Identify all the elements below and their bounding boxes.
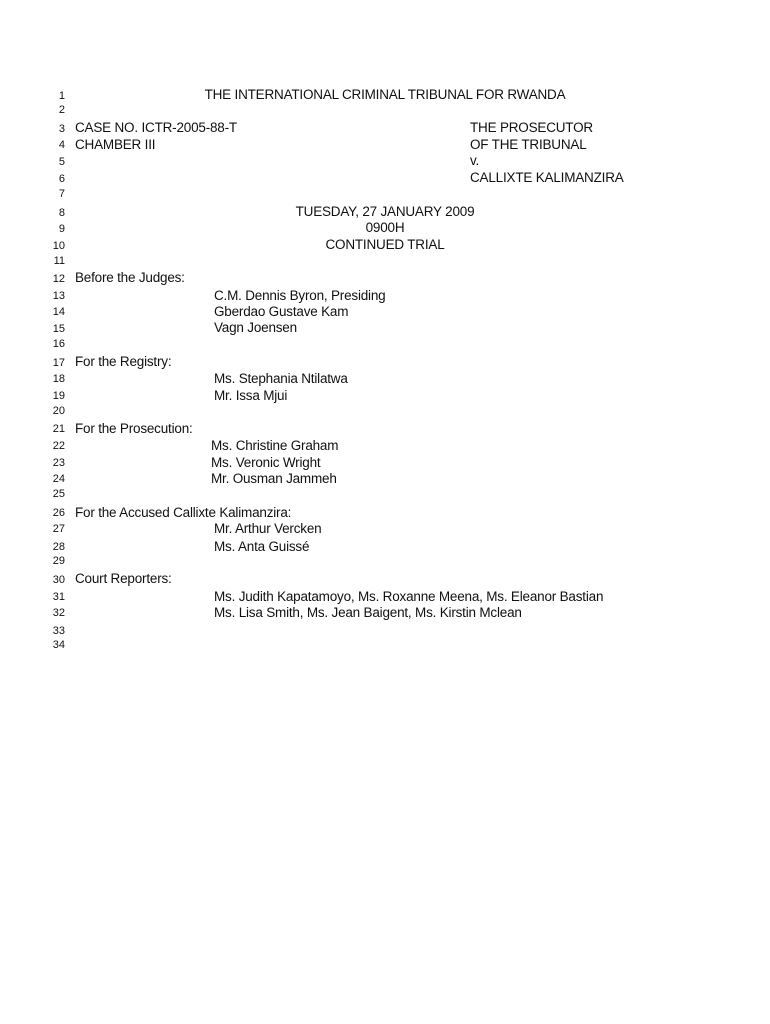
line-number: 23 [52,457,65,469]
reporter-names: Ms. Lisa Smith, Ms. Jean Baigent, Ms. Kirstin Mclean [214,605,522,620]
prosecution-name: Ms. Veronic Wright [211,455,321,470]
judges-heading: Before the Judges: [75,270,185,285]
defence-name: Ms. Anta Guissé [214,539,310,554]
line-number: 31 [52,591,65,603]
line-number: 14 [52,306,65,318]
line-number: 5 [58,156,65,168]
line-number: 8 [58,207,65,219]
line-number: 20 [52,405,65,417]
session-date: TUESDAY, 27 JANUARY 2009 [295,204,475,219]
party-prosecutor-line2: OF THE TRIBUNAL [470,137,587,152]
case-number: CASE NO. ICTR-2005-88-T [75,120,237,135]
line-number: 29 [52,555,65,567]
line-number: 6 [58,173,65,185]
line-number: 22 [52,440,65,452]
judge-name: Vagn Joensen [214,320,297,335]
line-number: 13 [52,290,65,302]
line-number: 17 [52,357,65,369]
line-number: 18 [52,373,65,385]
line-number: 3 [58,123,65,135]
line-number: 15 [52,323,65,335]
line-number: 9 [58,223,65,235]
line-number: 19 [52,390,65,402]
registry-heading: For the Registry: [75,354,172,369]
party-prosecutor: THE PROSECUTOR [470,120,593,135]
line-number: 7 [58,188,65,200]
line-number: 25 [52,488,65,500]
reporter-names: Ms. Judith Kapatamoyo, Ms. Roxanne Meena, Ms. Eleanor Bastian [214,589,604,604]
registry-name: Ms. Stephania Ntilatwa [214,371,348,386]
line-number: 28 [52,541,65,553]
line-number: 16 [52,338,65,350]
line-number: 34 [52,639,65,651]
line-number: 33 [52,625,65,637]
chamber: CHAMBER III [75,137,156,152]
line-number: 12 [52,273,65,285]
tribunal-title: THE INTERNATIONAL CRIMINAL TRIBUNAL FOR RWANDA [204,87,566,102]
defence-name: Mr. Arthur Vercken [214,521,322,536]
judge-name: C.M. Dennis Byron, Presiding [214,288,386,303]
session-type: CONTINUED TRIAL [325,237,445,252]
line-number: 2 [58,104,65,116]
line-number: 24 [52,473,65,485]
judge-name: Gberdao Gustave Kam [214,304,349,319]
versus: v. [470,153,480,168]
defence-heading: For the Accused Callixte Kalimanzira: [75,505,292,520]
line-number: 30 [52,574,65,586]
prosecution-name: Mr. Ousman Jammeh [211,471,337,486]
reporters-heading: Court Reporters: [75,571,172,586]
prosecution-name: Ms. Christine Graham [211,438,339,453]
line-number: 32 [52,607,65,619]
line-number: 4 [58,139,65,151]
accused-name: CALLIXTE KALIMANZIRA [470,170,624,185]
line-number: 10 [52,240,65,252]
registry-name: Mr. Issa Mjui [214,388,288,403]
prosecution-heading: For the Prosecution: [75,421,193,436]
line-number: 26 [52,507,65,519]
line-number: 27 [52,523,65,535]
line-number: 11 [53,255,65,267]
line-number: 21 [52,423,65,435]
session-time: 0900H [365,220,405,235]
line-number: 1 [58,90,65,102]
